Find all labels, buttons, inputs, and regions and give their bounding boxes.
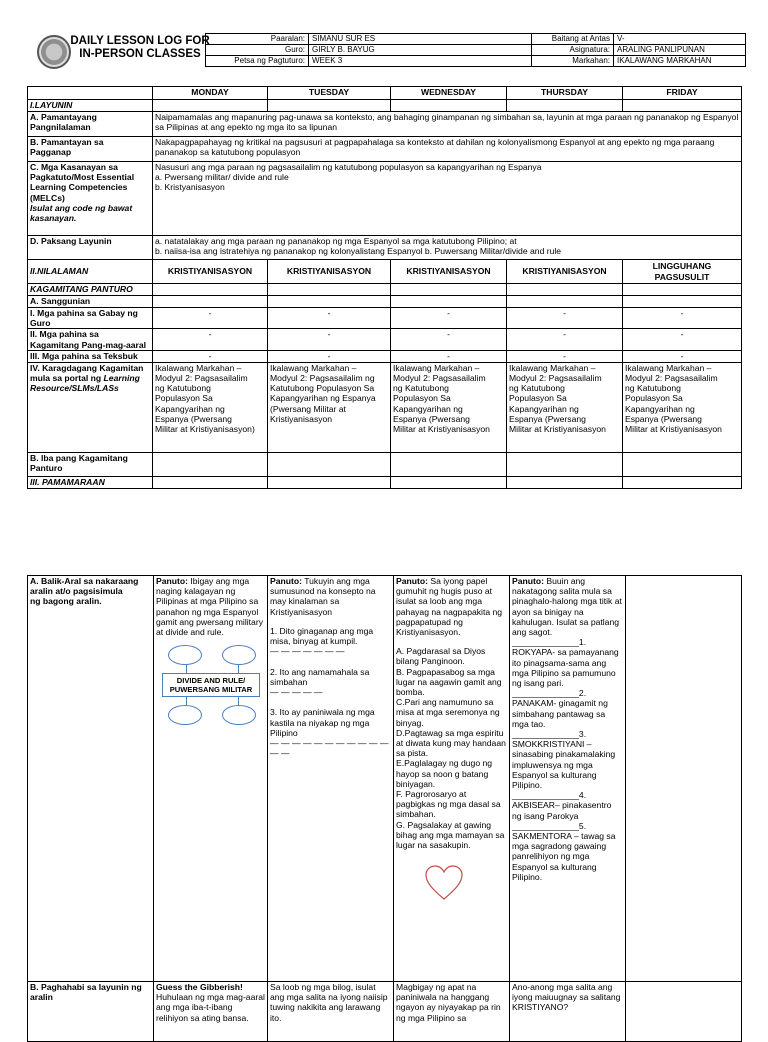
- karagdagang-thursday: Ikalawang Markahan – Modyul 2: Pagsasailalim ng Katutubong Populasyon Sa Kapangyarihan ng Espanya (Pwersang Militar at Kristiyanisasyon: [507, 362, 623, 452]
- markahan-label: Markahan:: [532, 56, 614, 67]
- kagamitan-thursday: -: [507, 329, 623, 350]
- karagdagang-monday: Ikalawang Markahan – Modyul 2: Pagsasailalim ng Katutubong Populasyon Sa Kapangyarihan ng Espanya (Pwersang Militar at Kristiyanisasyon): [153, 362, 268, 452]
- day-header-monday: MONDAY: [153, 87, 268, 100]
- kasanayan-code-note: Isulat ang code ng bawat kasanayan.: [30, 202, 133, 224]
- petsa-label: Petsa ng Pagtuturo:: [206, 56, 309, 67]
- iba-pang-kagamitan-label: B. Iba pang Kagamitang Panturo: [28, 452, 153, 476]
- nilalaman-thursday: KRISTIYANISASYON: [507, 260, 623, 284]
- kasanayan-label-cell: [28, 162, 153, 236]
- pamantayan-sa-pagganap-label: B. Pamantayan sa Pagganap: [28, 137, 153, 162]
- balik-aral-wednesday: [394, 576, 510, 982]
- layunin-heading: I.LAYUNIN: [28, 100, 153, 112]
- thursday-items: ______________1. ROKYAPA- sa pamayanang ito pinagsama-sama ang mga Pilipino sa pamumuno ng isang pari. ______________2. PANAKAM- ginagamit ng simbahang pantawag sa mga tao. ______________3. SMOKKRISTIYANI – sinasabing pinakamalaking impluwensya ng mga Espanyol sa kulturang Pilipino. ______________4. AKBISEAR– pinakasentro ng isang Parokya ______________5. SAKMENTORA – tawag sa mga sagradong gawaing panrelihiyon ng mga Espanyol sa kulturang Pilipino.: [512, 637, 619, 882]
- paghahabi-thursday: Ano-anong mga salita ang iyong maiuugnay sa salitang KRISTIYANO?: [510, 982, 626, 1042]
- nilalaman-tuesday: KRISTIYANISASYON: [268, 260, 391, 284]
- bubble-map: [156, 645, 265, 745]
- markahan-value: IKALAWANG MARKAHAN: [614, 56, 746, 67]
- deped-seal-icon: [37, 35, 71, 69]
- day-header-thursday: THURSDAY: [507, 87, 623, 100]
- day-header-tuesday: TUESDAY: [268, 87, 391, 100]
- pamamaraan-table: [27, 575, 742, 1042]
- teksbuk-friday: -: [623, 350, 742, 362]
- paghahabi-tuesday: Sa loob ng mga bilog, isulat ang mga salita na iyong naiisip tuwing nakikita ang larawang ito.: [268, 982, 394, 1042]
- sanggunian-label: A. Sanggunian: [28, 296, 153, 308]
- bubble-bottom-right: [222, 705, 256, 725]
- balik-aral-monday: [154, 576, 268, 982]
- day-header-wednesday: WEDNESDAY: [391, 87, 507, 100]
- title-line-2: IN-PERSON CLASSES: [79, 48, 201, 60]
- nilalaman-friday: LINGGUHANG PAGSUSULIT: [623, 260, 742, 284]
- gabay-friday: -: [623, 308, 742, 329]
- tuesday-instructions: Tukuyin ang mga sumusunod na konsepto na may kinalaman sa Kristiyanisasyon: [270, 576, 376, 617]
- paksang-layunin-label: D. Paksang Layunin: [28, 236, 153, 260]
- wednesday-items: A. Pagdarasal sa Diyos bilang Panginoon. B. Pagpapasabog sa mga lugar na aagawin gamit ang bomba. C.Pari ang namumuno sa misa at mga seremonya ng binyag. D.Pagtawag sa mga espiritu at diwata kung may handaan sa pista. E.Paglalagay ng dugo ng hayop sa noon g batang biniyagan. F. Pagrorosaryo at pagbigkas ng mga dasal sa simbahan. G. Pagsalakay at gawing bihag ang mga mamayan sa lugar na sasakupin.: [396, 646, 506, 851]
- kagamitan-friday: -: [623, 329, 742, 350]
- karagdagang-friday: Ikalawang Markahan – Modyul 2: Pagsasailalim ng Katutubong Populasyon Sa Kapangyarihan ng Espanya (Pwersang Militar at Kristiyanisasyon: [623, 362, 742, 452]
- guro-label: Guro:: [206, 45, 309, 56]
- balik-aral-thursday: [510, 576, 626, 982]
- document-title: [70, 35, 210, 61]
- karagdagang-kagamitan-label-cell: [28, 362, 153, 452]
- teksbuk-tuesday: -: [268, 350, 391, 362]
- pamantayang-pangnilalaman-text: Naipamamalas ang mapanuring pag-unawa sa konteksto, ang bahaging ginampanan ng simbahan sa, layunin at mga paraan ng pananakop ng Espanyol sa Pilipinas at ang epekto ng mga ito sa lipunan: [153, 112, 742, 137]
- gabay-thursday: -: [507, 308, 623, 329]
- guess-gibberish-text: Huhulaan ng mga mag-aaral ang mga iba-t-ibang relihiyon sa ating bansa.: [156, 992, 265, 1023]
- paghahabi-friday: [626, 982, 742, 1042]
- balik-aral-friday: [626, 576, 742, 982]
- guro-value: GIRLY B. BAYUG: [309, 45, 532, 56]
- wednesday-instructions: Sa iyong papel gumuhit ng hugis puso at isulat sa loob ang mga pahayag na nagpapakita ng pagpapatupad ng Kristiyanisasyon.: [396, 576, 503, 638]
- header-table-left: [205, 33, 532, 67]
- paaralan-value: SIMANU SUR ES: [309, 34, 532, 45]
- petsa-value: WEEK 3: [309, 56, 532, 67]
- paghahabi-wednesday: Magbigay ng apat na paniniwala na hanggang ngayon ay niyayakap pa rin ng mga Pilipino sa: [394, 982, 510, 1042]
- bubble-top-right: [222, 645, 256, 665]
- paksang-layunin-text: a. natatalakay ang mga paraan ng pananakop ng mga Espanyol sa mga katutubong Pilipino; at b. naiisa-isa ang istratehiya ng pananakop ng kolonyalistang Espanyol b. Puwersang Militar/divide and rule: [153, 236, 742, 260]
- thursday-panuto: Panuto:: [512, 576, 544, 586]
- title-line-1: DAILY LESSON LOG FOR: [70, 35, 210, 47]
- paghahabi-label: B. Paghahabi sa layunin ng aralin: [28, 982, 154, 1042]
- kasanayan-text: Nasusuri ang mga paraan ng pagsasailalim ng katutubong populasyon sa kapangyarihan ng Espanya a. Pwersang militar/ divide and rule b. Kristyanisasyon: [153, 162, 742, 236]
- tuesday-items: 1. Dito ginaganap ang mga misa, binyag at kumpil. — — — — — — — 2. Ito ang namamahala sa simbahan — — — — — 3. Ito ay paniniwala ng mga kastila na niyakap ng mga Pilipino — — — — — — — — — — — — —: [270, 625, 389, 759]
- gabay-wednesday: -: [391, 308, 507, 329]
- nilalaman-wednesday: KRISTIYANISASYON: [391, 260, 507, 284]
- kagamitan-heading: KAGAMITANG PANTURO: [28, 284, 153, 296]
- kagamitan-monday: -: [153, 329, 268, 350]
- guess-gibberish-title: Guess the Gibberish!: [156, 982, 243, 992]
- kagamitan-mag-aaral-label: II. Mga pahina sa Kagamitang Pang-mag-aaral: [28, 329, 153, 350]
- baitang-value: V-: [614, 34, 746, 45]
- karagdagang-kagamitan-label: IV. Karagdagang Kagamitan mula sa portal ng: [30, 362, 144, 384]
- karagdagang-tuesday: Ikalawang Markahan – Modyul 2: Pagsasailalim ng Katutubong Populasyon Sa Kapangyarihan ng Espanya (Pwersang Militar at Kristiyanisasyon: [268, 362, 391, 452]
- day-header-friday: FRIDAY: [623, 87, 742, 100]
- header-table-right: [531, 33, 746, 67]
- connector-top-right: [238, 665, 239, 673]
- kagamitan-wednesday: -: [391, 329, 507, 350]
- bubble-top-left: [168, 645, 202, 665]
- pamantayang-pangnilalaman-label: A. Pamantayang Pangnilalaman: [28, 112, 153, 137]
- karagdagang-wednesday: Ikalawang Markahan – Modyul 2: Pagsasailalim ng Katutubong Populasyon Sa Kapangyarihan ng Espanya (Pwersang Militar at Kristiyanisasyon: [391, 362, 507, 452]
- paghahabi-monday: [154, 982, 268, 1042]
- heart-icon: [424, 864, 507, 904]
- monday-panuto: Panuto:: [156, 576, 188, 586]
- gabay-monday: -: [153, 308, 268, 329]
- kasanayan-label: C. Mga Kasanayan sa Pagkatuto/Most Essential Learning Competencies (MELCs): [30, 162, 135, 203]
- connector-bottom-right: [238, 697, 239, 705]
- kagamitan-tuesday: -: [268, 329, 391, 350]
- monday-instructions: Ibigay ang mga naging kalagayan ng Pilipinas at mga Pilipino sa panahon ng mga Espanyol gamit ang pwersang military at divide and rule.: [156, 576, 263, 638]
- bubble-bottom-left: [168, 705, 202, 725]
- teksbuk-wednesday: -: [391, 350, 507, 362]
- nilalaman-heading: II.NILALAMAN: [28, 260, 153, 284]
- learning-resource-label: Learning Resource/SLMs/LASs: [30, 373, 140, 394]
- connector-top-left: [186, 665, 187, 673]
- pamantayan-sa-pagganap-text: Nakapagpapahayag ng kritikal na pagsusuri at pagpapahalaga sa konteksto at dahilan ng kolonyalismong Espanyol at ang epekto ng mga paraang pananakop sa katutubong populasyon: [153, 137, 742, 162]
- wednesday-panuto: Panuto:: [396, 576, 428, 586]
- thursday-instructions: Buuin ang nakatagong salita mula sa pinaghalo-halong mga titik at ayon sa binigay na kahulugan. Isulat sa patlang ang sagot.: [512, 576, 622, 638]
- lesson-log-table: [27, 86, 742, 489]
- gabay-label: I. Mga pahina sa Gabay ng Guro: [28, 308, 153, 329]
- pamamaraan-heading: III. PAMAMARAAN: [28, 476, 153, 488]
- gabay-tuesday: -: [268, 308, 391, 329]
- tuesday-panuto: Panuto:: [270, 576, 302, 586]
- balik-aral-label: A. Balik-Aral sa nakaraang aralin at/o pagsisimula ng bagong aralin.: [28, 576, 154, 982]
- asignatura-label: Asignatura:: [532, 45, 614, 56]
- teksbuk-monday: -: [153, 350, 268, 362]
- divide-and-rule-center-box: DIVIDE AND RULE/ PUWERSANG MILITAR: [162, 673, 260, 697]
- corner-cell: [28, 87, 153, 100]
- baitang-label: Baitang at Antas: [532, 34, 614, 45]
- teksbuk-label: III. Mga pahina sa Teksbuk: [28, 350, 153, 362]
- connector-bottom-left: [186, 697, 187, 705]
- balik-aral-tuesday: [268, 576, 394, 982]
- nilalaman-monday: KRISTIYANISASYON: [153, 260, 268, 284]
- paaralan-label: Paaralan:: [206, 34, 309, 45]
- asignatura-value: ARALING PANLIPUNAN: [614, 45, 746, 56]
- teksbuk-thursday: -: [507, 350, 623, 362]
